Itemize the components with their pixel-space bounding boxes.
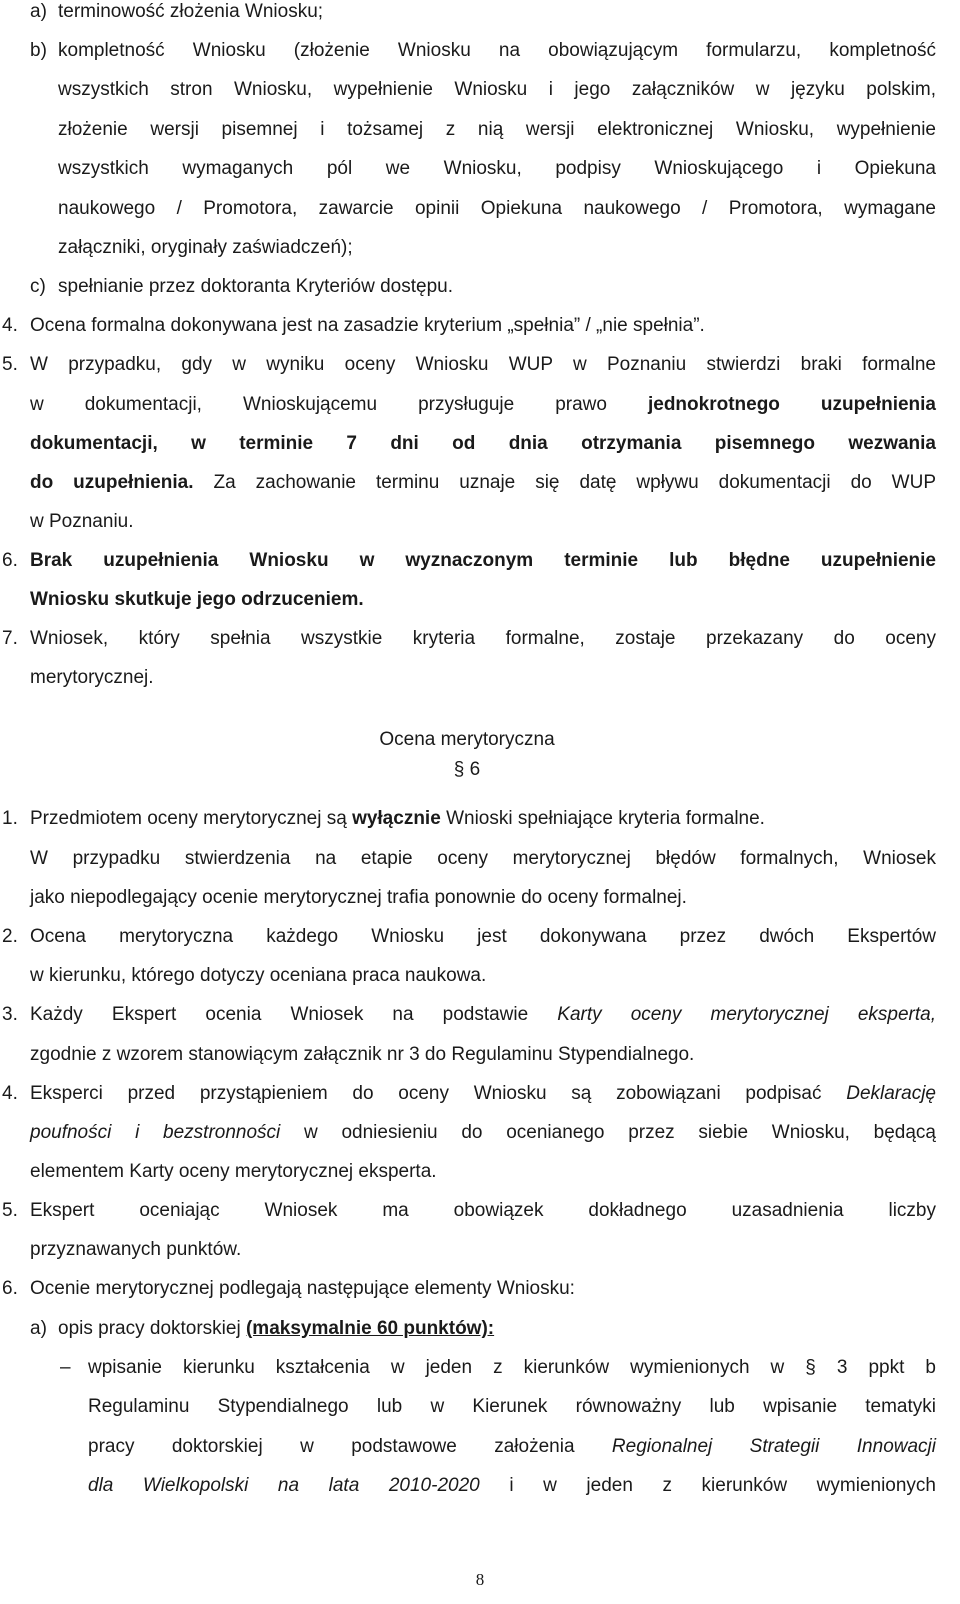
point-text-line: elementem Karty oceny merytorycznej eksperta. [30,1161,437,1182]
point-text-line: merytorycznej. [30,667,154,688]
list-item-a: terminowość złożenia Wniosku; [58,1,324,22]
point-number: 1. [2,808,18,829]
bold-line: Brak uzupełnienia Wniosku w wyznaczonym terminie lub błędne uzupełnienie [30,550,936,571]
point-text-line [30,1074,936,1114]
list-item-c: spełnianie przez doktoranta Kryteriów dostępu. [58,276,454,297]
list-item-b-line: złożenie wersji pisemnej i tożsamej z nią wersji elektronicznej Wniosku, wypełnienie [58,119,936,140]
italic-segment: Regionalnej Strategii Innowacji [611,1436,936,1457]
point-text-segment: Wnioski spełniające kryteria formalne. [446,808,765,829]
point-number: 4. [2,315,18,336]
italic-segment: dla Wielkopolski na lata 2010-2020 [88,1475,480,1496]
point-text-segment: w dokumentacji, Wnioskującemu przysługuje prawo [30,394,607,415]
point-text-segment: Za zachowanie terminu uznaje się datę wpływu dokumentacji do WUP [213,472,936,493]
point-text-segment: Każdy Ekspert ocenia Wniosek na podstawie [30,1004,529,1025]
list-item-b-line: wszystkich stron Wniosku, wypełnienie Wniosku i jego załączników w języku polskim, [58,79,936,100]
point-text-line: zgodnie z wzorem stanowiącym załącznik nr 3 do Regulaminu Stypendialnego. [30,1044,695,1065]
point-text-line [30,995,936,1035]
bold-underlined-segment: (maksymalnie 60 punktów): [245,1318,495,1339]
page-number: 8 [475,1570,485,1589]
italic-segment: poufności i bezstronności [30,1122,281,1143]
point-number: 6. [2,1278,18,1299]
list-label-a: a) [30,1,47,22]
dash-item-line [88,1466,936,1506]
point-number: 6. [2,550,18,571]
point-text-line: w Poznaniu. [30,511,134,532]
point-number: 2. [2,926,18,947]
list-label-c: c) [30,276,46,297]
dash-item-line: Regulaminu Stypendialnego lub w Kierunek równoważny lub wpisanie tematyki [88,1396,936,1417]
list-label-b: b) [30,40,47,61]
point-text: Ocena formalna dokonywana jest na zasadzie kryterium „spełnia” / „nie spełnia”. [30,315,705,336]
section-title: Ocena merytoryczna [379,729,555,750]
point-text-line [30,385,936,425]
dash-bullet: – [60,1357,71,1378]
point-text-segment: Przedmiotem oceny merytorycznej są [30,808,347,829]
bold-segment: wyłącznie [352,808,441,829]
point-text-line [30,799,765,839]
list-item-b-line: naukowego / Promotora, zawarcie opinii Opiekuna naukowego / Promotora, wymagane [58,198,936,219]
point-text: Ocenie merytorycznej podlegają następujące elementy Wniosku: [30,1278,575,1299]
list-item-b-line: kompletność Wniosku (złożenie Wniosku na obowiązującym formularzu, kompletność [58,40,936,61]
point-text-line [30,1113,936,1153]
point-text-line: w kierunku, którego dotyczy oceniana praca naukowa. [30,965,487,986]
list-label-a: a) [30,1318,47,1339]
point-text: Wniosek, który spełnia wszystkie kryteria formalne, zostaje przekazany do oceny [30,628,936,649]
list-item-b-line: wszystkich wymaganych pól we Wniosku, podpisy Wnioskującego i Opiekuna [58,158,936,179]
dash-item-line [88,1427,936,1467]
bold-segment: jednokrotnego uzupełnienia [647,394,936,415]
point-number: 5. [2,1200,18,1221]
list-item-a [58,1309,494,1349]
point-text-segment: opis pracy doktorskiej [58,1318,241,1339]
point-number: 4. [2,1083,18,1104]
point-text-line: przyznawanych punktów. [30,1239,242,1260]
point-number: 5. [2,354,18,375]
italic-segment: Karty oceny merytorycznej eksperta, [557,1004,936,1025]
italic-segment: Deklarację [846,1083,936,1104]
bold-line: Wniosku skutkuje jego odrzuceniem. [30,589,364,610]
point-text-segment: Eksperci przed przystąpieniem do oceny Wniosku są zobowiązani podpisać [30,1083,822,1104]
section-paragraph-number: § 6 [453,759,481,780]
point-text: Ekspert oceniając Wniosek ma obowiązek dokładnego uzasadnienia liczby [30,1200,936,1221]
point-text-line [30,463,936,503]
point-number: 3. [2,1004,18,1025]
point-text-segment: i w jeden z kierunków wymienionych [509,1475,937,1496]
point-text-segment: w odniesieniu do ocenianego przez siebie Wniosku, będącą [304,1122,936,1143]
point-number: 7. [2,628,18,649]
point-text: Ocena merytoryczna każdego Wniosku jest dokonywana przez dwóch Ekspertów [30,926,936,947]
point-text-line: W przypadku stwierdzenia na etapie oceny merytorycznej błędów formalnych, Wniosek [30,848,936,869]
bold-segment: do uzupełnienia. [30,472,194,493]
point-text-segment: pracy doktorskiej w podstawowe założenia [88,1436,575,1457]
point-text-line: jako niepodlegający ocenie merytorycznej trafia ponownie do oceny formalnej. [30,887,687,908]
bold-line: dokumentacji, w terminie 7 dni od dnia otrzymania pisemnego wezwania [30,433,936,454]
point-text: W przypadku, gdy w wyniku oceny Wniosku WUP w Poznaniu stwierdzi braki formalne [30,354,936,375]
list-item-b-line: załączniki, oryginały zaświadczeń); [58,237,353,258]
dash-item-line: wpisanie kierunku kształcenia w jeden z kierunków wymienionych w § 3 ppkt b [88,1357,936,1378]
